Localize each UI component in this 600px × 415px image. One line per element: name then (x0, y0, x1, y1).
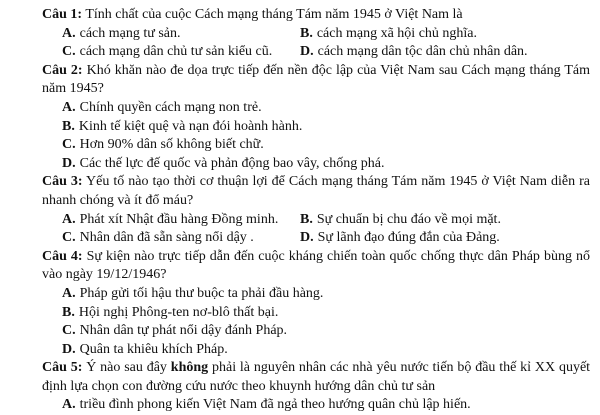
question-text: Tính chất của cuộc Cách mạng tháng Tám năm 1945 ở Việt Nam là (85, 7, 463, 22)
question-number: Câu 2: (42, 62, 83, 78)
answer-options (42, 211, 590, 248)
question-text: Yếu tố nào tạo thời cơ thuận lợi để Cách mạng tháng Tám năm 1945 ở Việt Nam diễn ra nhanh chóng và ít đổ máu? (42, 174, 590, 208)
question-4 (42, 248, 590, 360)
answer-option-d[interactable]: D. Quân ta khiêu khích Pháp. (62, 341, 228, 357)
question-text: Sự kiện nào trực tiếp dẫn đến cuộc kháng chiến toàn quốc chống thực dân Pháp bùng nổ vào ngày 19/12/1946? (42, 248, 590, 283)
question-number: Câu 4: (42, 248, 83, 264)
question-2 (42, 62, 590, 174)
answer-options (42, 396, 590, 415)
answer-option-a[interactable]: A. Pháp gửi tối hậu thư buộc ta phải đầu hàng. (62, 285, 324, 301)
answer-option-a[interactable]: A. Phát xít Nhật đầu hàng Đồng minh. (62, 211, 279, 227)
answer-option-d[interactable]: D. Các thế lực đế quốc và phản động bao vây, chống phá. (62, 155, 385, 171)
answer-option-b[interactable]: B. Kinh tế kiệt quệ và nạn đói hoành hành. (62, 118, 303, 134)
answer-option-a[interactable]: A. Chính quyền cách mạng non trẻ. (62, 99, 262, 115)
question-text-before: Ý nào sau đây (86, 360, 167, 376)
answer-option-b[interactable]: B. cách mạng xã hội chủ nghĩa. (300, 25, 478, 41)
question-1 (42, 6, 590, 62)
question-3 (42, 173, 590, 247)
answer-option-c[interactable]: C. cách mạng dân chủ tư sản kiểu cũ. (62, 44, 273, 60)
answer-option-b[interactable]: B. Hội nghị Phông-ten nơ-blô thất bại. (62, 304, 279, 320)
question-text: Khó khăn nào đe dọa trực tiếp đến nền độc lập của Việt Nam sau Cách mạng tháng Tám năm 1945? (42, 62, 591, 97)
question-5 (42, 359, 590, 415)
answer-options (42, 285, 590, 359)
answer-option-c[interactable]: C. Nhân dân tự phát nổi dậy đánh Pháp. (62, 323, 288, 339)
answer-option-d[interactable]: D. Sự lãnh đạo đúng đắn của Đảng. (300, 230, 500, 246)
question-stem (42, 62, 590, 99)
question-stem (42, 173, 590, 210)
answer-options (42, 25, 590, 62)
question-number: Câu 5: (42, 360, 83, 376)
question-number: Câu 3: (42, 174, 83, 190)
answer-option-c[interactable]: C. Hơn 90% dân số không biết chữ. (62, 137, 264, 153)
answer-option-a[interactable]: A. cách mạng tư sản. (62, 25, 181, 41)
answer-option-b[interactable]: B. Sự chuẩn bị chu đáo về mọi mặt. (300, 211, 501, 227)
question-stem (42, 248, 590, 285)
answer-option-a[interactable]: A. triều đình phong kiến Việt Nam đã ngả theo hướng quân chủ lập hiến. (62, 397, 471, 413)
question-stem (42, 359, 590, 396)
answer-option-d[interactable]: D. cách mạng dân tộc dân chủ nhân dân. (300, 44, 528, 60)
question-stem (42, 6, 590, 25)
answer-option-c[interactable]: C. Nhân dân đã sẵn sàng nổi dậy . (62, 230, 254, 246)
question-number: Câu 1: (42, 7, 83, 22)
answer-options (42, 99, 590, 173)
question-text-after: phải là nguyên nhân các nhà yêu nước tiến bộ đầu thế kỉ XX quyết định lựa chọn con đường cứu nước theo khuynh hướng dân chủ tư sản (42, 360, 591, 394)
question-emphasis: không (170, 360, 209, 376)
